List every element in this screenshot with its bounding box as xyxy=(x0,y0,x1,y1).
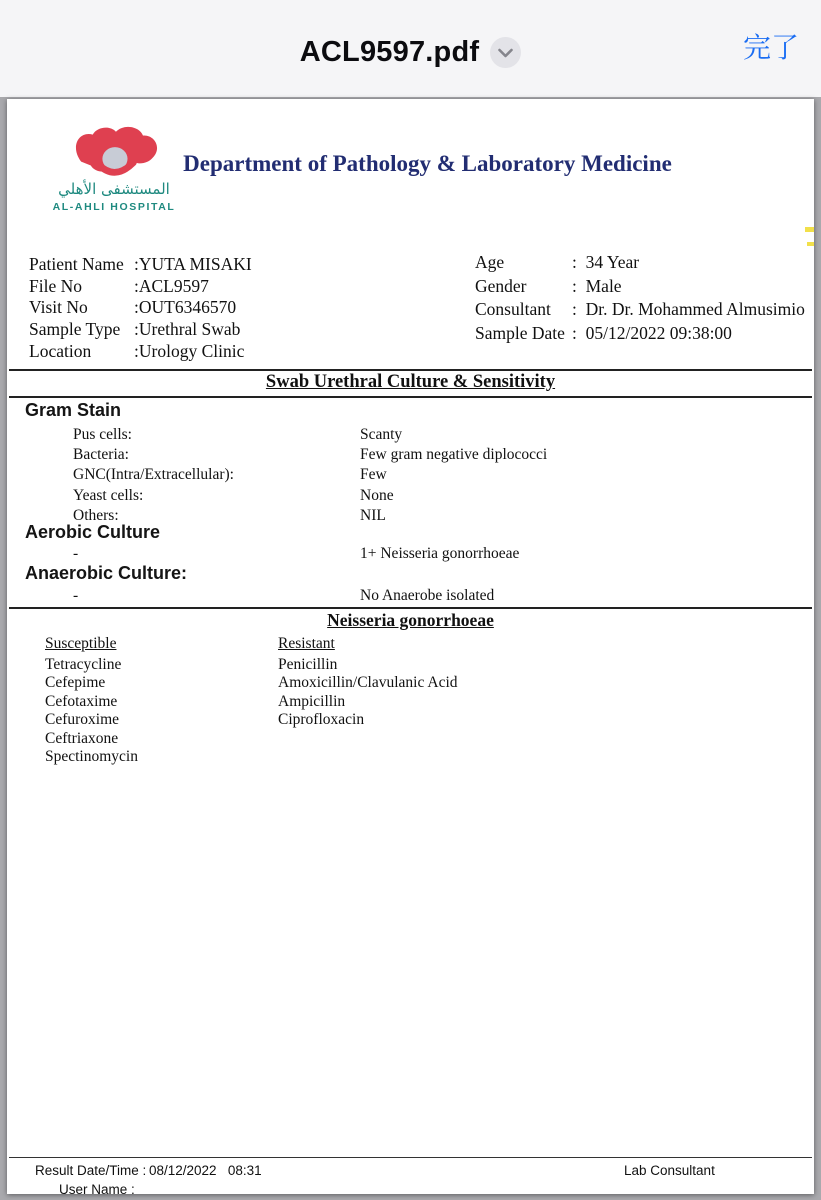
result-value: None xyxy=(360,486,394,504)
result-label: Pus cells: xyxy=(73,426,132,443)
user-name-label: User Name : xyxy=(59,1182,135,1194)
patient-label: File No xyxy=(29,275,82,296)
result-row xyxy=(73,544,806,564)
drug-item: Cefotaxime xyxy=(45,692,118,710)
patient-label: Visit No xyxy=(29,297,88,318)
viewer-toolbar xyxy=(0,0,821,97)
result-value: 1+ Neisseria gonorrhoeae xyxy=(360,545,520,562)
aerobic-heading: Aerobic Culture xyxy=(25,522,161,542)
susceptible-list xyxy=(45,656,138,766)
result-label: GNC(Intra/Extracellular): xyxy=(73,466,234,484)
result-value: No Anaerobe isolated xyxy=(360,587,495,604)
result-row xyxy=(73,506,806,526)
resistant-header: Resistant xyxy=(278,635,335,652)
resistant-list xyxy=(278,656,458,730)
gram-stain-heading: Gram Stain xyxy=(25,400,122,420)
patient-value: : 05/12/2022 09:38:00 xyxy=(572,322,732,343)
patient-value: :ACL9597 xyxy=(134,275,209,296)
patient-row xyxy=(29,319,252,341)
patient-row xyxy=(29,276,252,298)
result-value: Few xyxy=(360,466,387,484)
patient-label: Sample Date xyxy=(475,322,565,343)
result-row xyxy=(73,586,806,606)
patient-row xyxy=(475,275,814,299)
drug-item: Ampicillin xyxy=(278,692,346,710)
patient-info-right xyxy=(475,251,814,345)
done-button[interactable]: 完了 xyxy=(743,26,799,66)
result-label: - xyxy=(73,545,79,562)
patient-row xyxy=(475,298,814,322)
aerobic-results xyxy=(73,544,806,564)
drug-item: Tetracycline xyxy=(45,656,122,673)
drug-item: Penicillin xyxy=(278,656,338,673)
drug-item: Cefuroxime xyxy=(45,711,120,729)
anaerobic-results xyxy=(73,586,806,606)
organism-title: Neisseria gonorrhoeae xyxy=(327,610,494,630)
patient-row xyxy=(475,251,814,275)
patient-value: : 34 Year xyxy=(572,252,640,272)
document-title: ACL9597.pdf xyxy=(299,36,480,68)
result-value: Few gram negative diplococci xyxy=(360,446,548,464)
anaerobic-heading: Anaerobic Culture: xyxy=(25,563,188,583)
result-value: Scanty xyxy=(360,426,403,443)
drug-item: Ciprofloxacin xyxy=(278,711,365,729)
separator-line xyxy=(9,396,812,398)
footer-divider xyxy=(9,1157,812,1158)
susceptible-header: Susceptible xyxy=(45,635,117,652)
patient-value: :OUT6346570 xyxy=(134,297,237,318)
patient-value: :Urology Clinic xyxy=(134,340,245,361)
drug-item: Ceftriaxone xyxy=(45,729,119,747)
result-datetime-label: Result Date/Time : xyxy=(35,1163,147,1178)
patient-row xyxy=(29,254,252,276)
result-row xyxy=(73,465,806,485)
patient-value: :YUTA MISAKI xyxy=(134,254,252,274)
patient-label: Sample Type xyxy=(29,319,121,340)
gram-stain-results xyxy=(73,425,806,526)
drug-item: Amoxicillin/Clavulanic Acid xyxy=(278,674,458,692)
scan-artifact xyxy=(807,242,814,246)
patient-row xyxy=(29,297,252,319)
result-row xyxy=(73,425,806,445)
patient-label: Gender xyxy=(475,275,527,296)
drug-item: Spectinomycin xyxy=(45,748,138,766)
document-title-group[interactable] xyxy=(300,36,521,69)
patient-row xyxy=(475,322,814,346)
scan-artifact xyxy=(805,227,814,232)
result-row xyxy=(73,445,806,465)
separator-line xyxy=(9,607,812,609)
patient-value: : Male xyxy=(572,275,622,296)
patient-label: Patient Name xyxy=(29,254,124,274)
patient-label: Consultant xyxy=(475,299,551,320)
hospital-name-arabic: المستشفى الأهلي xyxy=(58,180,170,198)
drug-item: Cefepime xyxy=(45,674,106,692)
separator-line xyxy=(9,369,812,371)
result-label: Yeast cells: xyxy=(73,486,144,504)
result-datetime-value: 08/12/2022 08:31 xyxy=(149,1163,262,1178)
lab-consultant-label: Lab Consultant xyxy=(624,1163,715,1178)
department-title: Department of Pathology & Laboratory Medicine xyxy=(183,151,672,176)
hospital-name-english: AL-AHLI HOSPITAL xyxy=(52,201,176,214)
result-value: NIL xyxy=(360,506,386,524)
patient-label: Age xyxy=(475,252,505,272)
result-row xyxy=(73,486,806,506)
patient-info-left xyxy=(29,254,252,363)
patient-label: Location xyxy=(29,340,92,361)
report-section-title: Swab Urethral Culture & Sensitivity xyxy=(265,372,556,392)
result-label: Others: xyxy=(73,506,119,524)
chevron-down-icon[interactable] xyxy=(490,37,521,68)
patient-value: : Dr. Dr. Mohammed Almusimio xyxy=(572,299,805,320)
result-label: - xyxy=(73,587,79,604)
patient-row xyxy=(29,341,252,363)
pdf-page xyxy=(7,99,814,1194)
result-label: Bacteria: xyxy=(73,446,129,464)
page-scroll-area[interactable] xyxy=(0,97,821,1200)
patient-value: :Urethral Swab xyxy=(134,319,241,340)
